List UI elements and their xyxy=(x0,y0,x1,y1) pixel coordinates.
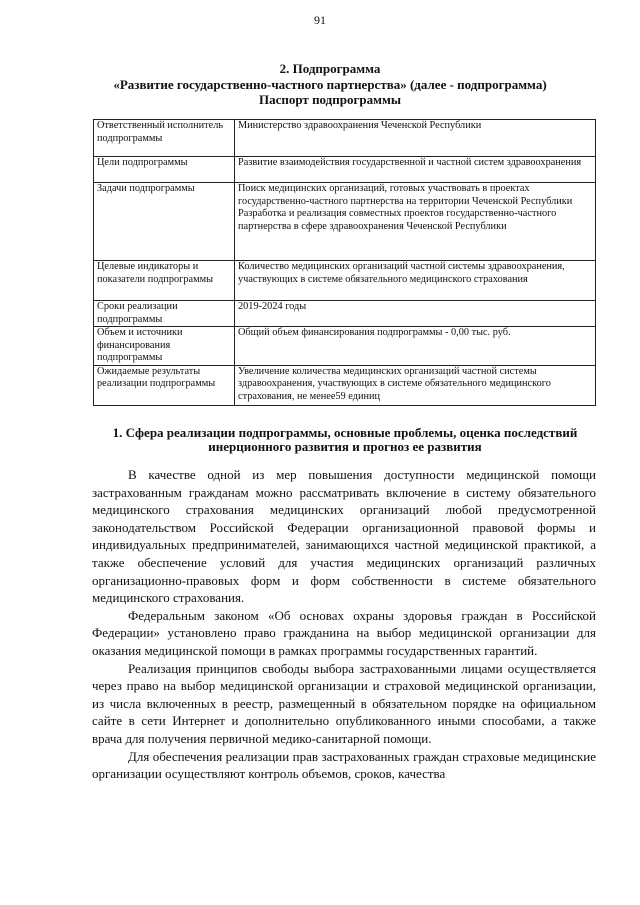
row-value: 2019-2024 годы xyxy=(235,301,596,327)
table-row xyxy=(94,327,596,366)
row-label: Объем и источники финансирования подпрограммы xyxy=(94,327,235,366)
paragraph: В качестве одной из мер повышения доступности медицинской помощи застрахованным гражданам можно рассматривать включение в систему обязательного медицинского страхования медицинских организаций любой предусмотренной законодательством Российской Федерации организационной правовой формы и индивидуальных предпринимателей, занимающихся частной медицинской практикой, а также обеспечение условий для участия медицинских организаций различных организационно-правовых форм и форм собственности в системе обязательного медицинского страхования. xyxy=(92,467,596,606)
passport-table xyxy=(93,119,596,406)
row-label: Ожидаемые результаты реализации подпрограммы xyxy=(94,365,235,405)
row-value: Министерство здравоохранения Чеченской Республики xyxy=(235,120,596,157)
body-text xyxy=(92,466,596,783)
paragraph: Федеральным законом «Об основах охраны здоровья граждан в Российской Федерации» установлено право гражданина на выбор медицинской организации для оказания медицинской помощи в рамках программы государственных гарантий. xyxy=(92,607,596,658)
subprogram-heading: 2. Подпрограмма xyxy=(279,61,381,76)
row-label: Целевые индикаторы и показатели подпрограммы xyxy=(94,261,235,301)
paragraph: Реализация принципов свободы выбора застрахованными лицами осуществляется через право на выбор медицинской организации и страховой медицинской организации, из числа включенных в реестр, размещенный в обязательном порядке на официальном сайте в сети Интернет и дополнительно опубликованного иными способами, а также врача для получения первичной медико-санитарной помощи. xyxy=(92,660,596,746)
row-label: Ответственный исполнитель подпрограммы xyxy=(94,120,235,157)
row-value: Общий объем финансирования подпрограммы - 0,00 тыс. руб. xyxy=(235,327,596,366)
table-row xyxy=(94,301,596,327)
table-row xyxy=(94,120,596,157)
subprogram-title: «Развитие государственно-частного партнерства» (далее - подпрограмма) xyxy=(113,77,547,92)
row-label: Сроки реализации подпрограммы xyxy=(94,301,235,327)
row-value: Развитие взаимодействия государственной и частной систем здравоохранения xyxy=(235,157,596,183)
passport-heading: Паспорт подпрограммы xyxy=(259,92,401,107)
row-label: Цели подпрограммы xyxy=(94,157,235,183)
table-row xyxy=(94,261,596,301)
table-row xyxy=(94,365,596,405)
page-number: 91 xyxy=(314,13,326,27)
table-row xyxy=(94,157,596,183)
row-label: Задачи подпрограммы xyxy=(94,183,235,261)
row-value: Увеличение количества медицинских организаций частной системы здравоохранения, участвующих в системе обязательного медицинского страхования, не менее59 единиц xyxy=(235,365,596,405)
table-row xyxy=(94,183,596,261)
section-heading: 1. Сфера реализации подпрограммы, основные проблемы, оценка последствий инерционного развития и прогноз ее развития xyxy=(112,425,578,454)
row-value: Поиск медицинских организаций, готовых участвовать в проектах государственно-частного партнерства на территории Чеченской Республики Разработка и реализация совместных проектов государственно-частного партнерства в сфере здравоохранения Чеченской Республики xyxy=(235,183,596,261)
paragraph: Для обеспечения реализации прав застрахованных граждан страховые медицинские организации осуществляют контроль объемов, сроков, качества xyxy=(92,748,596,782)
row-value: Количество медицинских организаций частной системы здравоохранения, участвующих в системе обязательного медицинского страхования xyxy=(235,261,596,301)
